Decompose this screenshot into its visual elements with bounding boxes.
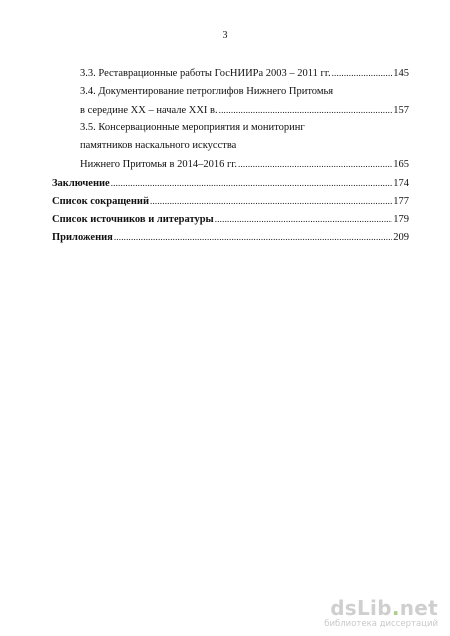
toc-entry-page: 179 bbox=[393, 214, 409, 225]
toc-entry-page: 174 bbox=[393, 178, 409, 189]
toc-entry-3-5-line1[interactable]: 3.5. Консервационные мероприятия и мониторинг bbox=[80, 122, 305, 133]
toc-leader-dots bbox=[219, 103, 393, 118]
toc-entry-page: 165 bbox=[393, 159, 409, 170]
toc-leader-dots bbox=[111, 176, 393, 191]
toc-leader-dots bbox=[150, 194, 392, 209]
toc-entry-title: Нижнего Притомья в 2014–2016 гг. bbox=[80, 159, 238, 170]
toc-entry-title: Приложения bbox=[52, 232, 113, 243]
toc-entry-conclusion[interactable] bbox=[52, 176, 409, 190]
toc-leader-dots bbox=[114, 230, 392, 245]
logo-tld: net bbox=[399, 596, 438, 620]
toc-entry-page: 145 bbox=[393, 68, 409, 79]
toc-entry-page: 177 bbox=[393, 196, 409, 207]
toc-entry-page: 157 bbox=[393, 105, 409, 116]
toc-entry-title: 3.3. Реставрационные работы ГосНИИРа 2003 – 2011 гг. bbox=[80, 68, 331, 79]
toc-entry-3-3[interactable] bbox=[80, 66, 409, 80]
toc-entry-3-4-line2[interactable] bbox=[80, 103, 409, 117]
toc-entry-abbreviations[interactable] bbox=[52, 194, 409, 208]
toc-entry-appendices[interactable] bbox=[52, 230, 409, 244]
page-number: 3 bbox=[222, 30, 228, 41]
toc-entry-title: Заключение bbox=[52, 178, 110, 189]
toc-entry-3-5-line3[interactable] bbox=[80, 157, 409, 171]
dslib-watermark[interactable] bbox=[318, 597, 438, 630]
toc-entry-title: Список сокращений bbox=[52, 196, 149, 207]
logo-main: dsLib bbox=[330, 596, 392, 620]
toc-entry-page: 209 bbox=[393, 232, 409, 243]
toc-entry-title: Список источников и литературы bbox=[52, 214, 214, 225]
toc-entry-3-4-line1[interactable]: 3.4. Документирование петроглифов Нижнего Притомья bbox=[80, 86, 334, 97]
toc-entry-title: в середине ХХ – начале ХХI в. bbox=[80, 105, 218, 116]
toc-leader-dots bbox=[238, 157, 392, 172]
toc-entry-3-5-line2[interactable]: памятников наскального искусства bbox=[80, 140, 237, 151]
logo-dot: . bbox=[391, 596, 400, 620]
toc-entry-sources[interactable] bbox=[52, 212, 409, 226]
dslib-logo bbox=[318, 597, 438, 619]
toc-leader-dots bbox=[215, 212, 392, 227]
watermark-caption: библиотека диссертаций bbox=[324, 619, 438, 629]
toc-leader-dots bbox=[332, 66, 393, 81]
